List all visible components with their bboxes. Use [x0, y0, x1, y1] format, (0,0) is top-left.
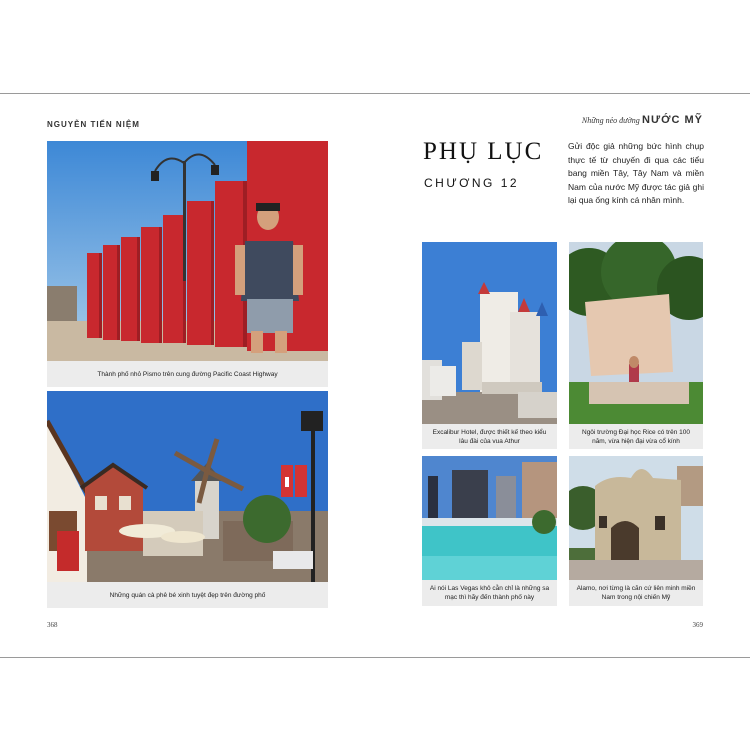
- las-vegas-photo: [422, 456, 557, 580]
- caption-excalibur: Excalibur Hotel, được thiết kế theo kiểu lâu đài của vua Athur: [422, 424, 557, 449]
- series-prefix: Những nẻo đường: [581, 116, 640, 125]
- caption-las-vegas: Ai nói Las Vegas khô cằn chỉ là những sa mạc thì hãy đến thành phố này: [422, 580, 557, 606]
- caption-solvang: Những quán cà phê bé xinh tuyệt đẹp trên đường phố: [47, 582, 328, 608]
- alamo-photo: [569, 456, 703, 580]
- series-header: [582, 114, 703, 126]
- series-title: NƯỚC MỸ: [642, 114, 703, 126]
- caption-pismo: Thành phố nhỏ Pismo trên cung đường Pacific Coast Highway: [47, 361, 328, 387]
- caption-alamo: Alamo, nơi từng là căn cứ liên minh miền Nam trong nội chiến Mỹ: [569, 580, 703, 606]
- page-number-left: 368: [47, 621, 58, 629]
- solvang-street-photo: [47, 391, 328, 582]
- author-header: NGUYỄN TIẾN NIỆM: [47, 120, 140, 129]
- rice-university-photo: [569, 242, 703, 424]
- pismo-sign-photo: [47, 141, 328, 361]
- caption-rice: Ngôi trường Đại học Rice có trên 100 năm, vừa hiện đại vừa cổ kính: [569, 424, 703, 449]
- page-number-right: 369: [692, 621, 703, 629]
- appendix-title: PHỤ LỤC: [423, 138, 544, 165]
- chapter-label: CHƯƠNG 12: [424, 176, 520, 190]
- excalibur-hotel-photo: [422, 242, 557, 424]
- intro-paragraph: Gửi độc giả những bức hình chụp thực tế từ chuyến đi qua các tiểu bang miền Tây, Tây Nam và miền Nam của nước Mỹ được tác giả ghi lại qua ống kính cá nhân mình.: [568, 141, 704, 205]
- book-spread: [0, 93, 750, 658]
